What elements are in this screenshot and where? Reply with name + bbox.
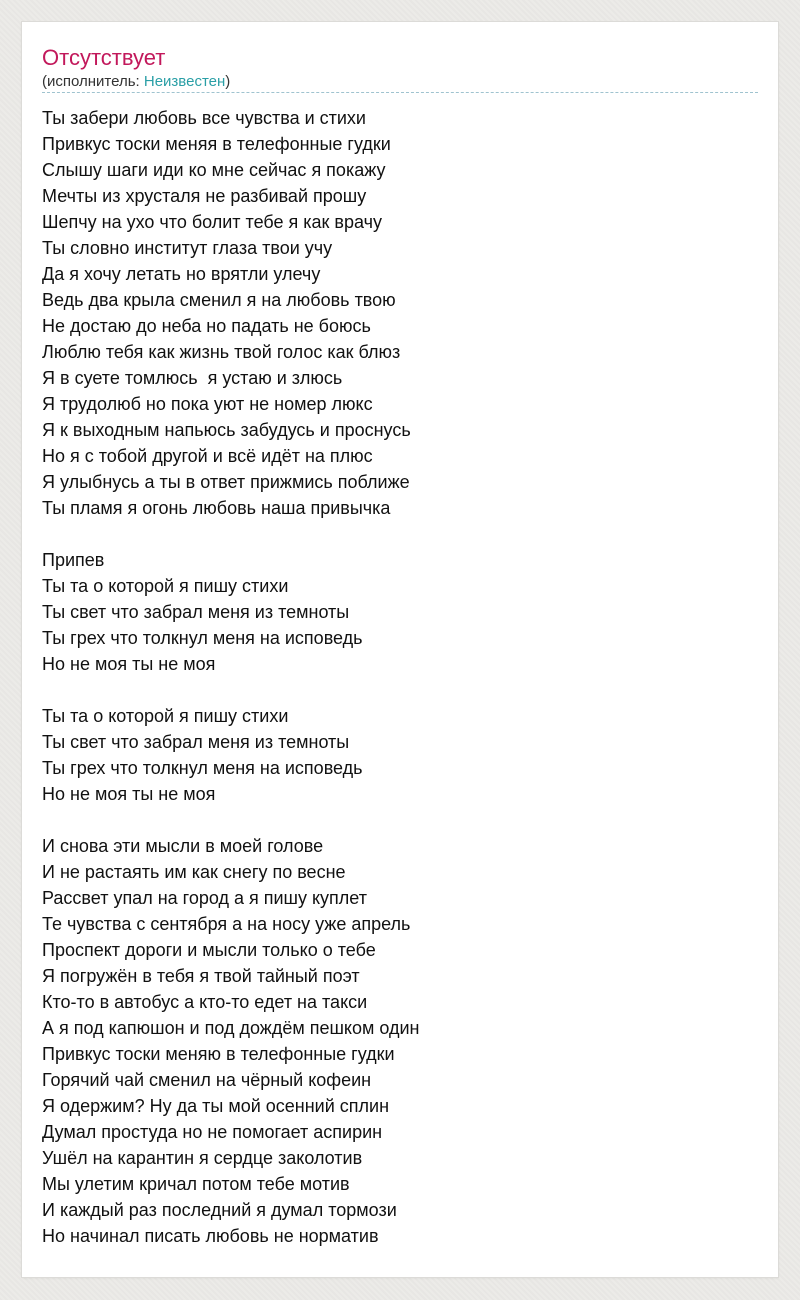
artist-suffix: ) [225,73,231,90]
lyrics-blank-line [42,677,758,703]
lyrics-line: Припев [42,550,105,570]
lyrics-line: Ведь два крыла сменил я на любовь твою [42,290,396,310]
lyrics-line: Но не моя ты не моя [42,784,216,804]
lyrics-line: Думал простуда но не помогает аспирин [42,1122,383,1142]
lyrics-line: Но не моя ты не моя [42,654,216,674]
lyrics-line: Проспект дороги и мысли только о тебе [42,940,376,960]
lyrics-line: Ты грех что толкнул меня на исповедь [42,628,363,648]
artist-line [42,72,230,92]
lyrics-line: Люблю тебя как жизнь твой голос как блюз [42,342,401,362]
song-title: Отсутствует [42,45,166,70]
lyrics-line: Горячий чай сменил на чёрный кофеин [42,1070,372,1090]
lyrics-line: Слышу шаги иди ко мне сейчас я покажу [42,160,386,180]
lyrics-line: Я улыбнусь а ты в ответ прижмись поближе [42,472,410,492]
lyrics-line: Привкус тоски меняю в телефонные гудки [42,1044,395,1064]
lyrics-line: Я одержим? Ну да ты мой осенний сплин [42,1096,390,1116]
lyrics-line: Шепчу на ухо что болит тебе я как врачу [42,212,382,232]
lyrics-line: Я в суете томлюсь я устаю и злюсь [42,368,343,388]
artist-link[interactable]: Неизвестен [143,73,226,90]
lyrics-line: Рассвет упал на город а я пишу куплет [42,888,367,908]
header-divider [42,92,758,93]
lyrics-line: Ты свет что забрал меня из темноты [42,602,350,622]
lyrics-line: Я к выходным напьюсь забудусь и проснусь [42,420,411,440]
lyrics-line: Ты свет что забрал меня из темноты [42,732,350,752]
lyrics-line: Ты та о которой я пишу стихи [42,706,289,726]
artist-prefix: (исполнитель: [42,73,144,90]
lyrics-line: Но я с тобой другой и всё идёт на плюс [42,446,373,466]
lyrics-line: И каждый раз последний я думал тормози [42,1200,397,1220]
lyrics-line: Те чувства с сентября а на носу уже апрель [42,914,411,934]
lyrics-blank-line [42,807,758,833]
lyrics-line: И снова эти мысли в моей голове [42,836,324,856]
lyrics-line: Привкус тоски меняя в телефонные гудки [42,134,391,154]
lyrics-line: Ты словно институт глаза твои учу [42,238,333,258]
lyrics-line: Но начинал писать любовь не норматив [42,1226,379,1246]
lyrics-line: А я под капюшон и под дождём пешком один [42,1018,420,1038]
lyrics-line: Ты пламя я огонь любовь наша привычка [42,498,391,518]
lyrics-line: Ты грех что толкнул меня на исповедь [42,758,363,778]
lyrics-card [22,22,778,1277]
lyrics-line: Ты та о которой я пишу стихи [42,576,289,596]
lyrics-line: Ты забери любовь все чувства и стихи [42,108,366,128]
lyrics-line: Не достаю до неба но падать не боюсь [42,316,371,336]
lyrics-line: Да я хочу летать но врятли улечу [42,264,321,284]
lyrics-line: Кто-то в автобус а кто-то едет на такси [42,992,368,1012]
lyrics-line: Я погружён в тебя я твой тайный поэт [42,966,360,986]
lyrics-line: Я трудолюб но пока уют не номер люкс [42,394,373,414]
lyrics-line: Мечты из хрусталя не разбивай прошу [42,186,367,206]
lyrics-text [42,105,758,1249]
lyrics-blank-line [42,521,758,547]
lyrics-line: Ушёл на карантин я сердце заколотив [42,1148,363,1168]
lyrics-line: И не растаять им как снегу по весне [42,862,346,882]
lyrics-line: Мы улетим кричал потом тебе мотив [42,1174,350,1194]
